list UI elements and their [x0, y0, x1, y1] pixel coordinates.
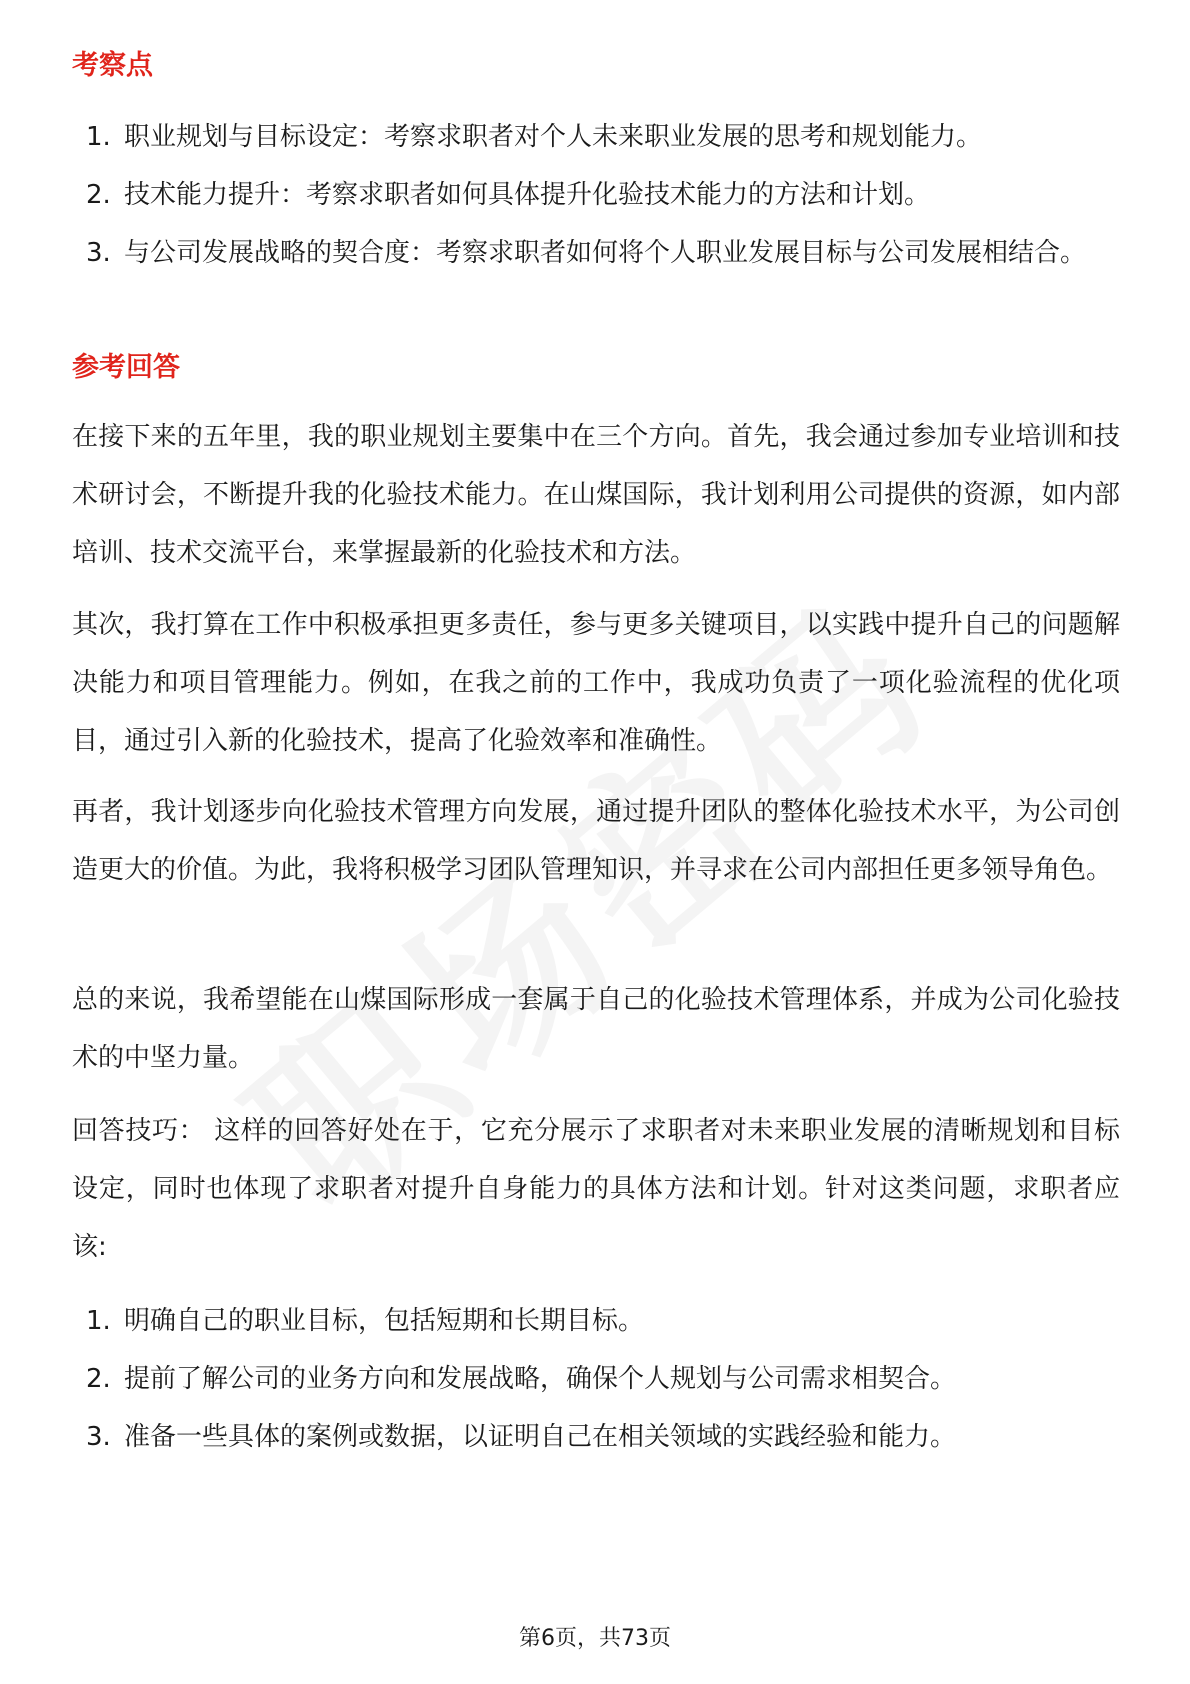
list-item-text: 职业规划与目标设定：考察求职者对个人未来职业发展的思考和规划能力。: [124, 122, 983, 152]
list-item-text: 与公司发展战略的契合度：考察求职者如何将个人职业发展目标与公司发展相结合。: [124, 238, 1087, 268]
list-item: [72, 1408, 1122, 1466]
list-item-text: 准备一些具体的案例或数据，以证明自己在相关领域的实践经验和能力。: [124, 1422, 957, 1452]
list-item-text: 明确自己的职业目标，包括短期和长期目标。: [124, 1306, 645, 1336]
list-number: 1.: [86, 1306, 111, 1336]
list-number: 3.: [86, 1422, 111, 1452]
list-number: 2.: [86, 180, 111, 210]
list-item: [72, 224, 1122, 282]
list-item: [72, 166, 1122, 224]
answer-paragraph: 其次，我打算在工作中积极承担更多责任，参与更多关键项目，以实践中提升自己的问题解决能力和项目管理能力。例如，在我之前的工作中，我成功负责了一项化验流程的优化项目，通过引入新的化验技术，提高了化验效率和准确性。: [72, 610, 1120, 756]
list-item-text: 技术能力提升：考察求职者如何具体提升化验技术能力的方法和计划。: [124, 180, 931, 210]
list-item: [72, 1350, 1122, 1408]
section-heading-reference-answer: 参考回答: [72, 352, 180, 383]
list-number: 3.: [86, 238, 111, 268]
list-number: 1.: [86, 122, 111, 152]
section-heading-key-points: 考察点: [72, 50, 153, 81]
list-item-text: 提前了解公司的业务方向和发展战略，确保个人规划与公司需求相契合。: [124, 1364, 957, 1394]
answer-tips-paragraph: 回答技巧： 这样的回答好处在于，它充分展示了求职者对未来职业发展的清晰规划和目标设定，同时也体现了求职者对提升自身能力的具体方法和计划。针对这类问题，求职者应该:: [72, 1116, 1120, 1262]
list-item: [72, 1292, 1122, 1350]
answer-paragraph: 在接下来的五年里，我的职业规划主要集中在三个方向。首先，我会通过参加专业培训和技术研讨会，不断提升我的化验技术能力。在山煤国际，我计划利用公司提供的资源，如内部培训、技术交流平台，来掌握最新的化验技术和方法。: [72, 422, 1120, 568]
answer-paragraph: 总的来说，我希望能在山煤国际形成一套属于自己的化验技术管理体系，并成为公司化验技术的中坚力量。: [72, 985, 1120, 1073]
answer-paragraph: 再者，我计划逐步向化验技术管理方向发展，通过提升团队的整体化验技术水平，为公司创造更大的价值。为此，我将积极学习团队管理知识，并寻求在公司内部担任更多领导角色。: [72, 797, 1120, 885]
list-item: [72, 108, 1122, 166]
page-number-footer: 第6页，共73页: [519, 1626, 671, 1651]
tips-list: [72, 1292, 1122, 1466]
key-points-list: [72, 108, 1122, 282]
list-number: 2.: [86, 1364, 111, 1394]
